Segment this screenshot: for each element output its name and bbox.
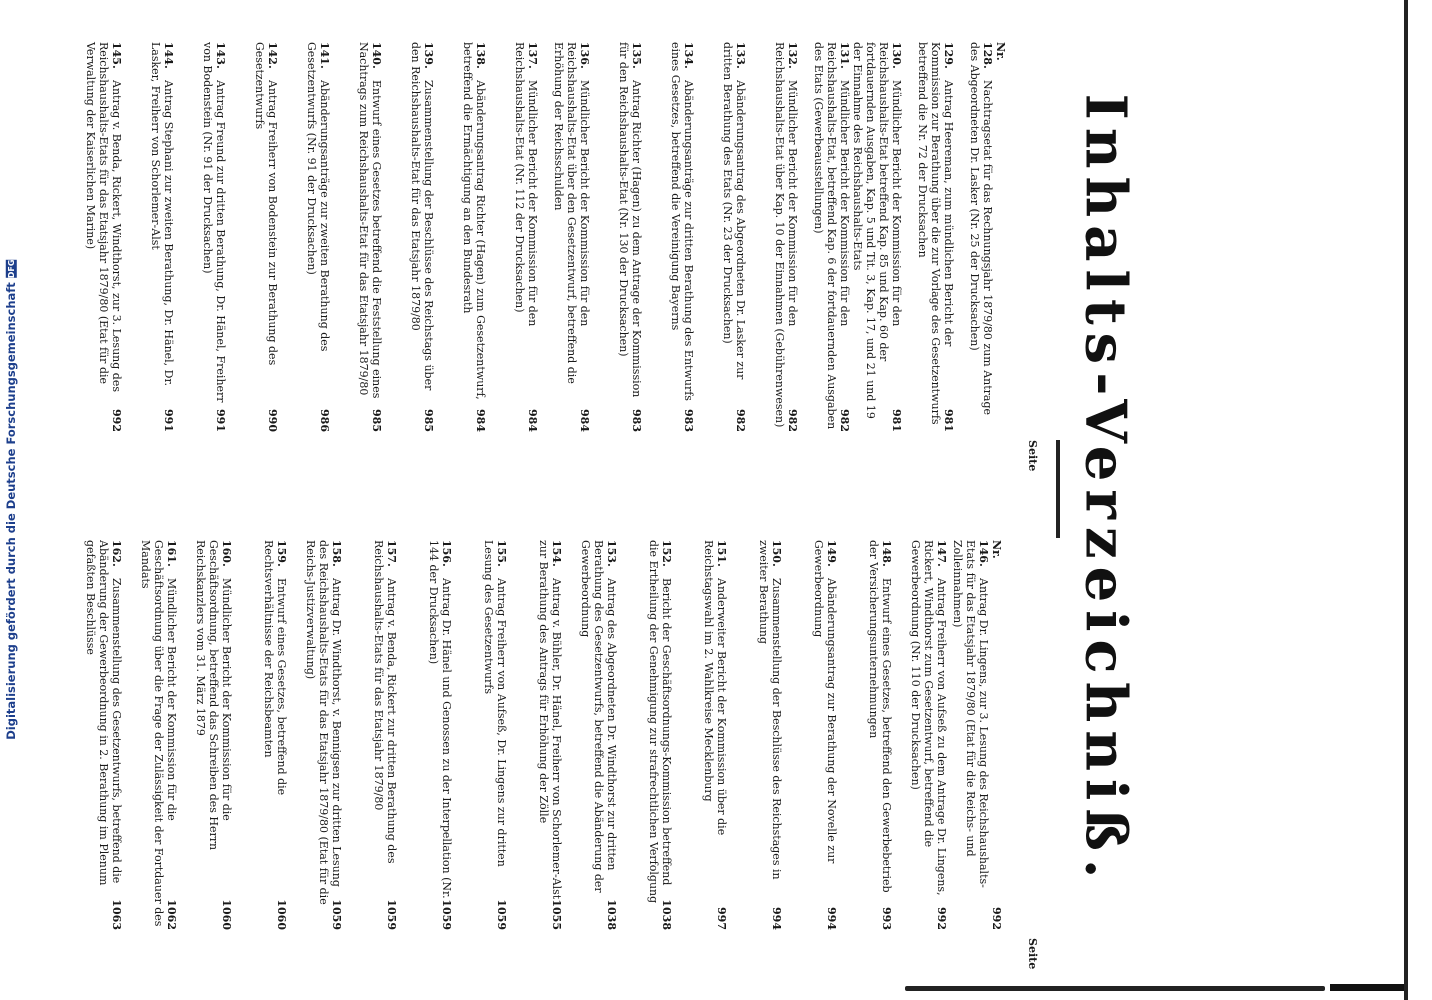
entry-page: 983 <box>682 409 695 432</box>
list-item <box>812 540 838 930</box>
entry-page: 984 <box>474 409 487 432</box>
entry-number: 149. <box>825 540 838 567</box>
entry-text: Antrag Dr. Lingens, zur 3. Lesung des Reichshaushalts-Etats für das Etatsjahr 1879/80 (Etat für die Reichs- und Zolleinnahmen) <box>951 540 990 888</box>
entry-number: 157. <box>385 540 398 567</box>
entry-page: 990 <box>266 409 279 432</box>
entry-text: Mündlicher Bericht der Kommission für den Reichshaushalts-Etat (Nr. 112 der Drucksachen) <box>513 42 539 327</box>
entry-text: Zusammenstellung der Beschlüsse des Reichstags über den Reichshaushalts-Etat für das Etatsjahr 1879/80 <box>409 42 435 391</box>
list-item <box>304 540 343 930</box>
entry-page: 982 <box>786 409 799 432</box>
entry-text: Antrag des Abgeordneten Dr. Windthorst zur dritten Berathung des Gesetzentwurfs, betreffend die Abänderung der Gewerbeordnung <box>579 540 618 893</box>
entry-page: 992 <box>935 907 948 930</box>
entry-text: Antrag Freiherr von Bodenstein zur Berathung des Gesetzentwurfs <box>253 42 279 366</box>
entry-text: Abänderungsantrag zur Berathung der Novelle zur Gewerbeordnung <box>812 540 838 864</box>
entry-page: 983 <box>630 409 643 432</box>
entry-number: 147. <box>935 540 948 567</box>
right-column <box>84 540 1039 970</box>
entry-page: 1059 <box>440 899 453 930</box>
entry-number: Nr. 146. <box>977 540 1003 567</box>
entry-number: 162. <box>110 540 123 567</box>
entry-text: Bericht der Geschäftsordnungs-Kommission betreffend die Ertheilung der Genehmigung zur strafrechtlichen Verfolgung <box>647 540 673 904</box>
list-item <box>84 540 123 930</box>
entry-text: Anderweiter Bericht der Kommission über die Reichstagswahl im 2. Wahlkreise Mecklenburg <box>702 540 728 836</box>
list-item <box>867 540 893 930</box>
entry-number: 141. <box>318 42 331 69</box>
list-item <box>757 540 783 930</box>
list-item <box>916 42 955 432</box>
entry-text: Mündlicher Bericht der Kommission für den Reichshaushalts-Etat über Kap. 10 der Einnahmen (Gebührenwesen) <box>773 42 799 428</box>
entry-page: 992 <box>990 907 1003 930</box>
entry-number: 150. <box>770 540 783 567</box>
entry-page: 991 <box>214 409 227 432</box>
left-column <box>84 42 1039 472</box>
credit-label: Digitalisierung gefördert durch die Deutsche Forschungsgemeinschaft <box>4 282 18 740</box>
entry-number: 134. <box>682 42 695 69</box>
entry-number: 153. <box>605 540 618 567</box>
entry-number: 138. <box>474 42 487 69</box>
list-item <box>773 42 799 432</box>
entry-number: 148. <box>880 540 893 567</box>
list-item <box>262 540 288 930</box>
entry-page: 986 <box>318 409 331 432</box>
entry-text: Abänderungsanträge zur dritten Berathung des Entwurfs eines Gesetzes, betreffend die Vereinigung Bayerns <box>669 42 695 401</box>
entry-number: 152. <box>660 540 673 567</box>
entry-page: 981 <box>942 409 955 432</box>
entry-text: Antrag v. Bühler, Dr. Hänel, Freiherr von Schorlemer-Alst zur Berathung des Antrags für Erhöhung der Zölle <box>537 540 563 900</box>
entry-number: 143. <box>214 42 227 69</box>
entry-page: 1062 <box>165 899 178 930</box>
entry-text: Mündlicher Bericht der Kommission für die Geschäftsordnung, betreffend das Schreiben des Herrn Reichskanzlers vom 31. März 1879 <box>194 540 233 851</box>
entry-text: Entwurf eines Gesetzes, betreffend den Gewerbebetrieb der Versicherungsunternehmungen <box>867 540 893 893</box>
entry-page: 982 <box>734 409 747 432</box>
entry-number: 151. <box>715 540 728 567</box>
list-item <box>702 540 728 930</box>
list-item <box>968 42 1007 432</box>
list-item <box>617 42 643 432</box>
entry-text: Antrag Freiherr von Aufseß, Dr. Lingens zur dritten Lesung des Gesetzentwurfs <box>482 540 508 867</box>
list-item <box>427 540 453 930</box>
entry-number: 129. <box>942 42 955 69</box>
entry-page: 992 <box>110 409 123 432</box>
page-edge-bottom <box>905 986 1325 991</box>
entry-text: Mündlicher Bericht der Kommission für den Reichshaushalts-Etat über den Gesetzentwurf, betreffend die Erhöhung der Reichsschulden <box>552 42 591 384</box>
entry-number: 160. <box>220 540 233 567</box>
entry-number: 142. <box>266 42 279 69</box>
entry-page: 1059 <box>495 899 508 930</box>
entry-text: Mündlicher Bericht der Kommission für den Reichshaushalts-Etat betreffend Kap. 85 und Kap. 60 der fortdauernden Ausgaben, Kap. 5 und Tit. 3, Kap. 17, und 21 und 19 der Einnahme des Reichshaushalts-Etats <box>851 42 903 419</box>
entry-number: 132. <box>786 42 799 69</box>
entry-text: Zusammenstellung des Gesetzentwurfs, betreffend die Abänderung der Gewerbeordnung in 2. Berathung im Plenum gefaßten Beschlüsse <box>84 540 123 886</box>
entry-text: Antrag Dr. Hänel und Genossen zu der Interpellation (Nr. 144 der Drucksachen) <box>427 540 453 899</box>
list-item <box>461 42 487 432</box>
list-item <box>513 42 539 432</box>
entry-page: 984 <box>526 409 539 432</box>
page-edge <box>1404 0 1408 1000</box>
entry-text: Antrag v. Benda, Rickert zur dritten Berathung des Reichshaushalts-Etats für das Etatsjahr 1879/80 <box>372 540 398 864</box>
entry-text: Antrag Dr. Windthorst, v. Bennigsen zur dritten Lesung des Reichshaushalts-Etats für das Etatsjahr 1879/80 (Etat für die Reichs-Justizverwaltung) <box>304 540 343 905</box>
entry-number: 135. <box>630 42 643 69</box>
entry-text: Entwurf eines Gesetzes, betreffend die Rechtsverhältnisse der Reichsbeamten <box>262 540 288 796</box>
list-item <box>851 42 903 432</box>
entry-page: 984 <box>578 409 591 432</box>
page-title: Inhalts-Verzeichniß. <box>1072 93 1139 887</box>
entry-number: Nr. 128. <box>981 42 1007 69</box>
entry-page: 985 <box>370 409 383 432</box>
entry-page: 1063 <box>110 899 123 930</box>
list-item <box>579 540 618 930</box>
credit-text <box>4 260 18 740</box>
list-item <box>149 42 175 432</box>
entry-number: 144. <box>162 42 175 69</box>
list-item <box>669 42 695 432</box>
list-item <box>139 540 178 930</box>
list-item <box>552 42 591 432</box>
entry-text: Antrag Freiherr von Aufseß zu dem Antrage Dr. Lingens, Rickert, Windthorst zum Gesetzentwurf, betreffend die Gewerbeordnung (Nr. 110 der Drucksachen) <box>909 540 948 896</box>
entry-page: 1059 <box>385 899 398 930</box>
list-item <box>537 540 563 930</box>
entry-page: 994 <box>770 907 783 930</box>
entry-number: 159. <box>275 540 288 567</box>
entry-text: Mündlicher Bericht der Kommission für die Geschäftsordnung über die Frage der Zulässigkeit der Fortdauer des Mandats <box>139 540 178 927</box>
entry-number: 137. <box>526 42 539 69</box>
entry-text: Zusammenstellung der Beschlüsse des Reichstages in zweiter Berathung <box>757 540 783 880</box>
entry-text: Mündlicher Bericht der Kommission für den Reichshaushalts-Etat, betreffend Kap. 6 der fortdauernden Ausgaben des Etats (Gewerbeausstellungen) <box>812 42 851 430</box>
page-title-wrap <box>1060 93 1150 887</box>
list-item <box>372 540 398 930</box>
entry-number: 154. <box>550 540 563 567</box>
list-item <box>909 540 948 930</box>
entry-number: 155. <box>495 540 508 567</box>
list-item <box>812 42 851 432</box>
entry-number: 139. <box>422 42 435 69</box>
credit-strip <box>4 0 18 1000</box>
entry-page: 1038 <box>660 899 673 930</box>
entry-number: 161. <box>165 540 178 567</box>
list-item <box>409 42 435 432</box>
list-item <box>194 540 233 930</box>
entry-text: Entwurf eines Gesetzes betreffend die Feststellung eines Nachtrags zum Reichshaushalts-Etat für das Etatsjahr 1879/80 <box>357 42 383 399</box>
list-item <box>721 42 747 432</box>
entry-text: Nachtragsetat für das Rechnungsjahr 1879/80 zum Antrage des Abgeordneten Dr. Lasker (Nr. 25 der Drucksachen) <box>968 42 994 416</box>
entry-page: 1060 <box>275 899 288 930</box>
list-item <box>482 540 508 930</box>
title-divider <box>1056 440 1060 538</box>
entry-number: 158. <box>330 540 343 567</box>
page-edge-corner <box>1330 984 1404 991</box>
list-item <box>201 42 227 432</box>
entry-text: Antrag Heereman, zum mündlichen Bericht der Kommission zur Berathung über die zur Vorlage des Gesetzentwurfs betreffend die Nr. 72 der Drucksachen <box>916 42 955 425</box>
list-item <box>253 42 279 432</box>
entry-page: 997 <box>715 907 728 930</box>
entry-page: 991 <box>162 409 175 432</box>
entry-page: 993 <box>880 907 893 930</box>
list-item <box>84 42 123 432</box>
entry-page: 1059 <box>330 899 343 930</box>
entry-text: Antrag Richter (Hagen) zu dem Antrage der Kommission für den Reichshaushalts-Etat (Nr. 130 der Drucksachen) <box>617 42 643 398</box>
entry-number: 130. <box>890 42 903 69</box>
entry-number: 140. <box>370 42 383 69</box>
entry-number: 136. <box>578 42 591 69</box>
entry-page: 982 <box>838 409 851 432</box>
list-item <box>951 540 1003 930</box>
list-item <box>647 540 673 930</box>
entry-text: Antrag Freund zur dritten Berathung, Dr. Hänel, Freiherr von Bodenstein (Nr. 91 der Drucksachen) <box>201 42 227 403</box>
entry-page: 1055 <box>550 899 563 930</box>
entry-text: Antrag v. Benda, Rickert, Windthorst, zur 3. Lesung des Reichshaushalts-Etats für das Etatsjahr 1879/80 (Etat für die Verwaltung der Kaiserlichen Marine) <box>84 42 123 392</box>
entry-text: Abänderungsantrag des Abgeordneten Dr. Lasker zur dritten Berathung des Etats (Nr. 23 der Drucksachen) <box>721 42 747 380</box>
entry-text: Antrag Stephani zur zweiten Berathung, Dr. Hänel, Dr. Lasker, Freiherr von Schorlemer-Alst <box>149 42 175 387</box>
entry-number: 133. <box>734 42 747 69</box>
entry-text: Abänderungsantrag Richter (Hagen) zum Gesetzentwurf, betreffend die Ermächtigung an den Bundesrath <box>461 42 487 400</box>
entry-page: 985 <box>422 409 435 432</box>
page-column-heading: Seite <box>1026 938 1039 970</box>
list-item <box>305 42 331 432</box>
list-item <box>357 42 383 432</box>
entry-page: 1060 <box>220 899 233 930</box>
dfg-logo-icon: DFG <box>6 259 16 279</box>
entry-page: 994 <box>825 907 838 930</box>
page-column-heading: Seite <box>1026 440 1039 472</box>
entry-text: Abänderungsanträge zur zweiten Berathung des Gesetzentwurfs (Nr. 91 der Drucksachen) <box>305 42 331 352</box>
entry-number: 145. <box>110 42 123 69</box>
entry-page: 981 <box>890 409 903 432</box>
entry-page: 1038 <box>605 899 618 930</box>
entry-number: 156. <box>440 540 453 567</box>
entry-number: 131. <box>838 42 851 69</box>
